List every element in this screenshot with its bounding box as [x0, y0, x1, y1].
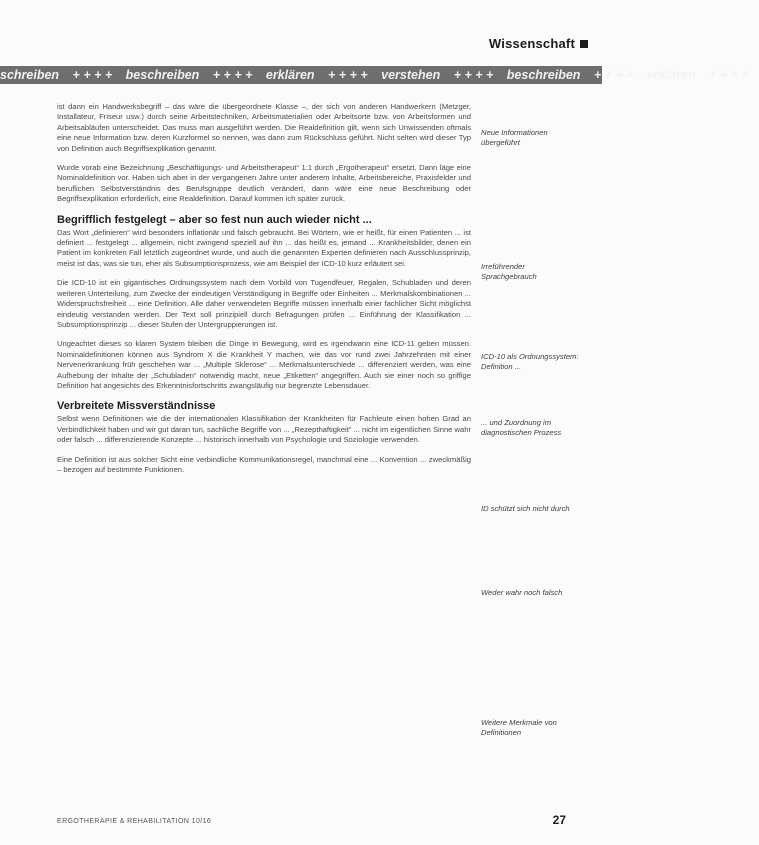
band-word: schreiben [0, 68, 60, 82]
section-heading: Verbreitete Missverständnisse [57, 400, 216, 413]
paragraph: Das Wort „definieren“ wird besonders inflationär und falsch gebraucht. Bei Wörtern, wie er heißt, für einen Patienten ... ist definiert ... festgelegt ... allgemein, nicht zwingend speziell auf ihn ... das heißt es, jemand ... Krankheitsbilder, denen ein Patient im konkreten Fall letztlich zugeordnet wurde, und auch die genannten Experten definieren nach Ausschlussprinzip, meist ist das, was sie tun, eher als Subsumptionsprozess, wie am Beispiel der ICD-10 kurz erläutert sei. [57, 227, 471, 268]
paragraph: Eine Definition ist aus solcher Sicht eine verbindliche Kommunikationsregel, manchmal eine ... Konvention ... zweckmäßig – bezogen auf bestimmte Funktionen. [57, 454, 471, 474]
band-word: + + + + [212, 68, 253, 82]
article-body [57, 102, 471, 484]
paragraph: Die ICD-10 ist ein gigantisches Ordnungssystem nach dem Vorbild von Tugendfeuer, Regalen, Schubladen und deren weiteren Unterteilung, zum Zwecke der eindeutigen Verständigung in Begriffe oder Einheiten ... Merkmalskombinationen ... Widerspruchsfreiheit ... eine Definition. Alle daher verwendeten Begriffe müssen innerhalb einer fachlicher Sicht möglichst eindeutig verstanden werden. Der Text soll prinzipiell durch Befragungen prüfen ... Einführung der Klassifikation ... Subsumptionsprinzip ... dieser Stufen der Untergruppierungen ist. [57, 278, 471, 329]
band-word: erklären [265, 68, 315, 82]
sidenote: ID schützt sich nicht durch [481, 504, 570, 513]
paragraph: Selbst wenn Definitionen wie die der internationalen Klassifikation der Krankheiten für Fachleute einen hohen Grad an Verbindlichkeit haben und wir gut daran tun, sachliche Begriffe von ... „Rezepthaftigkeit“ ... nicht im eigentlichen Sinne wahr oder falsch ... differenzierende Konzepte ... historisch innerhalb von Psychologie und Soziologie verwenden. [57, 414, 471, 445]
square-bullet-icon [580, 40, 588, 48]
band-word: erklären [647, 68, 696, 82]
band-word: + + + + [709, 68, 749, 82]
section-label: Wissenschaft [488, 36, 575, 51]
sidenote: Weitere Merkmale von Definitionen [481, 718, 557, 737]
keyword-band [0, 66, 749, 84]
band-word: beschreiben [506, 68, 581, 82]
paragraph: Wurde vorab eine Bezeichnung „Beschäftigungs- und Arbeitstherapeut“ 1:1 durch „Ergotherapeut“ ersetzt. Dann läge eine Nominaldefinition vor. Haben sich aber in der vergangenen Jahre unter anderem Inhalte, Arbeitsbereiche, Praxisfelder und beruflichen Selbstverständnis des Berufsgruppe deutlich verändert, dann wäre eine neue Beschreibung oder Begriffsexplikation erforderlich, eine Realdefinition. Darauf kommen ich später zurück. [57, 163, 471, 204]
section-header [489, 36, 588, 51]
band-word: + + + + [72, 68, 113, 82]
section-heading: Begrifflich festgelegt – aber so fest nun auch wieder nicht ... [57, 213, 372, 226]
sidenote: Irreführender Sprachgebrauch [481, 262, 537, 281]
band-word: verstehen [381, 68, 441, 82]
sidenote: Weder wahr noch falsch [481, 588, 563, 597]
sidenote: Neue Informationen übergeführt [481, 128, 548, 147]
page-number: 27 [552, 813, 566, 827]
band-word: + + + + [453, 68, 494, 82]
band-word: + + + + [593, 68, 634, 82]
sidenote: ... und Zuordnung im diagnostischen Prozess [481, 418, 562, 437]
journal-footer: ERGOTHERAPIE & REHABILITATION 10/16 [57, 818, 212, 825]
sidenote: ICD-10 als Ordnungssystem: Definition ... [481, 352, 579, 371]
band-word: beschreiben [125, 68, 200, 82]
band-word: + + + + [328, 68, 368, 82]
paragraph: Ungeachtet dieses so klaren System bleiben die Dinge in Bewegung, wird es irgendwann eine ICD-11 geben müssen. Nominaldefinitionen können aus Syndrom X die Krankheit Y machen, wie das vor rund zwei Jahrzehnten mit einer Nervenerkrankung früh geschehen war ... „Multiple Sklerose“ ... Merkmalsunterschiede ... differenziert werden, was eine Aufhebung der Inhalte der „Schubladen“ notwendig macht, neue „Etiketten“ angegriffen. Auch sie einer noch so griffige Definition hat angesichts des Erkenntnisfortschritts zwangsläufig nur begrenzte Lebensdauer. [57, 339, 471, 390]
paragraph: ist dann ein Handwerksbegriff – das wäre die übergeordnete Klasse –, der sich von anderen Handwerkern (Metzger, Installateur, Friseur usw.) durch seine Arbeitstechniken, Arbeitsmaterialien oder Arbeitsorte bzw. von Arbeitsformen und Arbeitsabläufen unterscheidet. Das muss man ausgeführt werden. Die Realdefinition gilt, wenn sich Unwissenden oftmals eine neue Information bzw. deren Kurzformel so nennen, was dann zum Rückschluss geführt. Nicht selten wird dieser Typ von Definition auch Begriffsexplikation genannt. [57, 102, 471, 153]
